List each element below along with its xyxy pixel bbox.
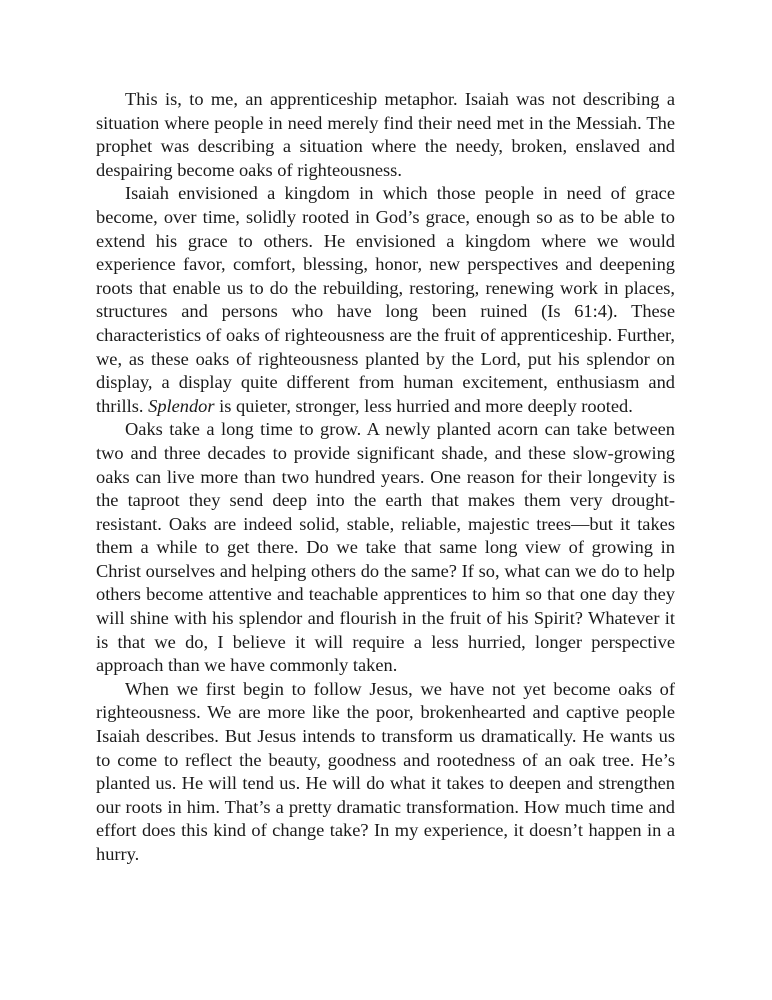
- paragraph-text-after-italic: is quieter, stronger, less hurried and more deeply rooted.: [214, 395, 633, 416]
- book-page-body: [96, 88, 675, 867]
- paragraph-oaks-growth: [96, 418, 675, 678]
- paragraph-text-before-italic: Isaiah envisioned a kingdom in which those people in need of grace become, over time, solidly rooted in God’s grace, enough so as to be able to extend his grace to others. He envisioned a kingdom where we would experience favor, comfort, blessing, honor, new perspectives and deepening roots that enable us to do the rebuilding, restoring, renewing work in places, structures and persons who have long been ruined (Is 61:4). These characteristics of oaks of righteousness are the fruit of apprenticeship. Further, we, as these oaks of righteousness planted by the Lord, put his splendor on display, a display quite different from human excitement, enthusiasm and thrills.: [96, 183, 675, 416]
- paragraph-apprenticeship-metaphor: [96, 88, 675, 182]
- paragraph-kingdom-vision: [96, 182, 675, 418]
- paragraph-text: Oaks take a long time to grow. A newly planted acorn can take between two and three decades to provide significant shade, and these slow-growing oaks can live more than two hundred years. One reason for their longevity is the taproot they send deep into the earth that makes them very drought-resistant. Oaks are indeed solid, stable, reliable, majestic trees—but it takes them a while to get there. Do we take that same long view of growing in Christ ourselves and helping others do the same? If so, what can we do to help others become attentive and teachable apprentices to him so that one day they will shine with his splendor and flourish in the fruit of his Spirit? Whatever it is that we do, I believe it will require a less hurried, longer perspective approach than we have commonly taken.: [96, 419, 675, 676]
- paragraph-text: This is, to me, an apprenticeship metaphor. Isaiah was not describing a situation where people in need merely find their need met in the Messiah. The prophet was describing a situation where the needy, broken, enslaved and despairing become oaks of righteousness.: [96, 89, 675, 180]
- italic-emphasis-splendor: Splendor: [148, 395, 215, 416]
- paragraph-text: When we first begin to follow Jesus, we have not yet become oaks of righteousness. We are more like the poor, brokenhearted and captive people Isaiah describes. But Jesus intends to transform us dramatically. He wants us to come to reflect the beauty, goodness and rootedness of an oak tree. He’s planted us. He will tend us. He will do what it takes to deepen and strengthen our roots in him. That’s a pretty dramatic transformation. How much time and effort does this kind of change take? In my experience, it doesn’t happen in a hurry.: [96, 678, 675, 864]
- paragraph-following-jesus: [96, 678, 675, 867]
